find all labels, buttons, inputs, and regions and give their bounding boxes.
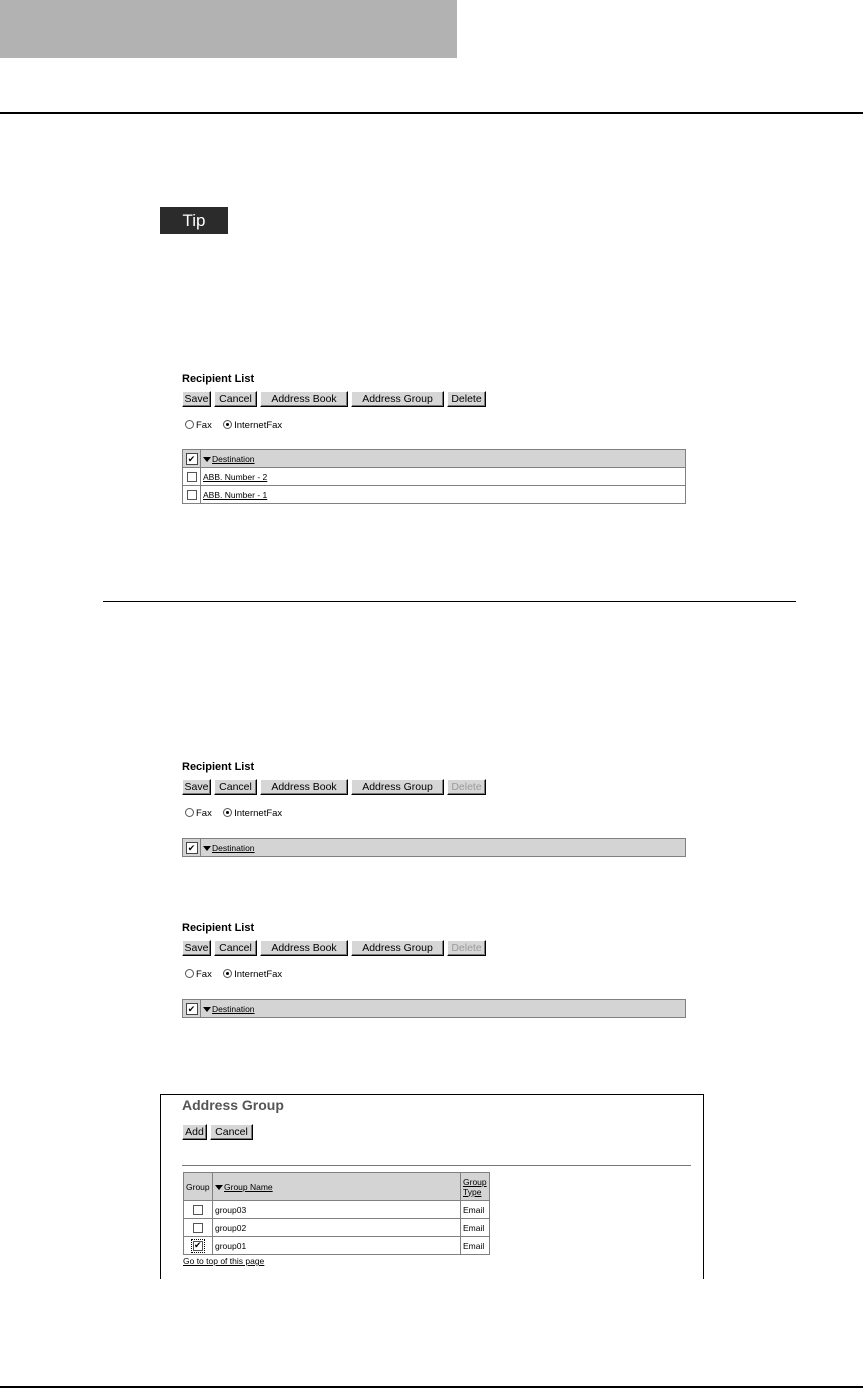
cancel-button[interactable]: Cancel [214,940,257,956]
destination-table [182,999,686,1018]
sort-down-icon [203,846,211,851]
group-column-header: Group [184,1173,213,1201]
fax-radio[interactable] [185,969,194,978]
address-book-button[interactable]: Address Book [260,779,348,795]
add-button[interactable]: Add [182,1124,207,1140]
table-header [183,839,686,857]
table-row [183,468,686,486]
address-book-button[interactable]: Address Book [260,391,348,407]
sort-down-icon [203,457,211,462]
table-row [183,486,686,504]
group-name: group03 [213,1201,461,1219]
group-type-column-link-line1[interactable]: Group [463,1176,487,1187]
recipient-list-panel-2 [182,761,688,859]
delete-button: Delete [447,779,486,795]
group-name: group02 [213,1219,461,1237]
fax-type-radios [185,420,282,431]
destination-table [182,449,686,504]
sort-down-icon [203,1007,211,1012]
group-name-column-link[interactable]: Group Name [224,1181,273,1192]
group-name: group01 [213,1237,461,1255]
panel-title: Recipient List [182,373,255,385]
internetfax-radio[interactable] [223,969,232,978]
row-checkbox[interactable] [187,490,197,500]
sort-down-icon [215,1185,223,1190]
internetfax-radio-label: InternetFax [234,420,283,431]
recipient-list-panel-3 [182,922,688,1020]
select-all-checkbox[interactable]: ✔ [186,453,198,465]
group-type: Email [461,1219,490,1237]
group-checkbox[interactable] [193,1223,203,1233]
destination-link[interactable]: ABB. Number - 1 [203,489,268,500]
table-row [184,1201,490,1219]
destination-column-link[interactable]: Destination [212,453,255,464]
destination-link[interactable]: ABB. Number - 2 [203,471,268,482]
group-checkbox[interactable] [193,1205,203,1215]
group-type-column-link-line2[interactable]: Type [463,1186,482,1197]
header-bar [0,0,457,58]
divider [182,1165,691,1166]
destination-table [182,838,686,857]
fax-radio-label: Fax [196,969,212,980]
save-button[interactable]: Save [182,779,211,795]
internetfax-radio[interactable] [223,420,232,429]
internetfax-radio-label: InternetFax [234,808,283,819]
fax-type-radios [185,808,282,819]
save-button[interactable]: Save [182,940,211,956]
internetfax-radio[interactable] [223,808,232,817]
delete-button: Delete [447,940,486,956]
internetfax-radio-label: InternetFax [234,969,283,980]
table-header [183,450,686,468]
destination-column-link[interactable]: Destination [212,842,255,853]
address-group-table [183,1172,490,1255]
cancel-button[interactable]: Cancel [210,1124,253,1140]
save-button[interactable]: Save [182,391,211,407]
address-group-button[interactable]: Address Group [351,940,444,956]
address-group-button[interactable]: Address Group [351,779,444,795]
recipient-list-panel-1 [182,373,688,508]
group-type: Email [461,1237,490,1255]
address-group-panel [160,1094,704,1279]
cancel-button[interactable]: Cancel [214,779,257,795]
fax-radio[interactable] [185,808,194,817]
address-group-button[interactable]: Address Group [351,391,444,407]
top-rule [0,112,863,114]
table-row [184,1219,490,1237]
select-all-checkbox[interactable]: ✔ [186,842,198,854]
table-row [184,1237,490,1255]
destination-column-link[interactable]: Destination [212,1003,255,1014]
fax-type-radios [185,969,282,980]
select-all-checkbox[interactable]: ✔ [186,1003,198,1015]
cancel-button[interactable]: Cancel [214,391,257,407]
panel-title: Recipient List [182,922,255,934]
group-type: Email [461,1201,490,1219]
delete-button[interactable]: Delete [447,391,486,407]
row-checkbox[interactable] [187,472,197,482]
address-group-title: Address Group [182,1097,284,1113]
panel-title: Recipient List [182,761,255,773]
footer-rule [0,1386,863,1388]
table-header [183,1000,686,1018]
fax-radio[interactable] [185,420,194,429]
group-checkbox[interactable] [193,1241,203,1251]
tip-label: Tip [160,207,228,234]
section-rule [103,601,796,602]
fax-radio-label: Fax [196,808,212,819]
fax-radio-label: Fax [196,420,212,431]
address-book-button[interactable]: Address Book [260,940,348,956]
go-to-top-link[interactable]: Go to top of this page [183,1256,265,1266]
table-header [184,1173,490,1201]
